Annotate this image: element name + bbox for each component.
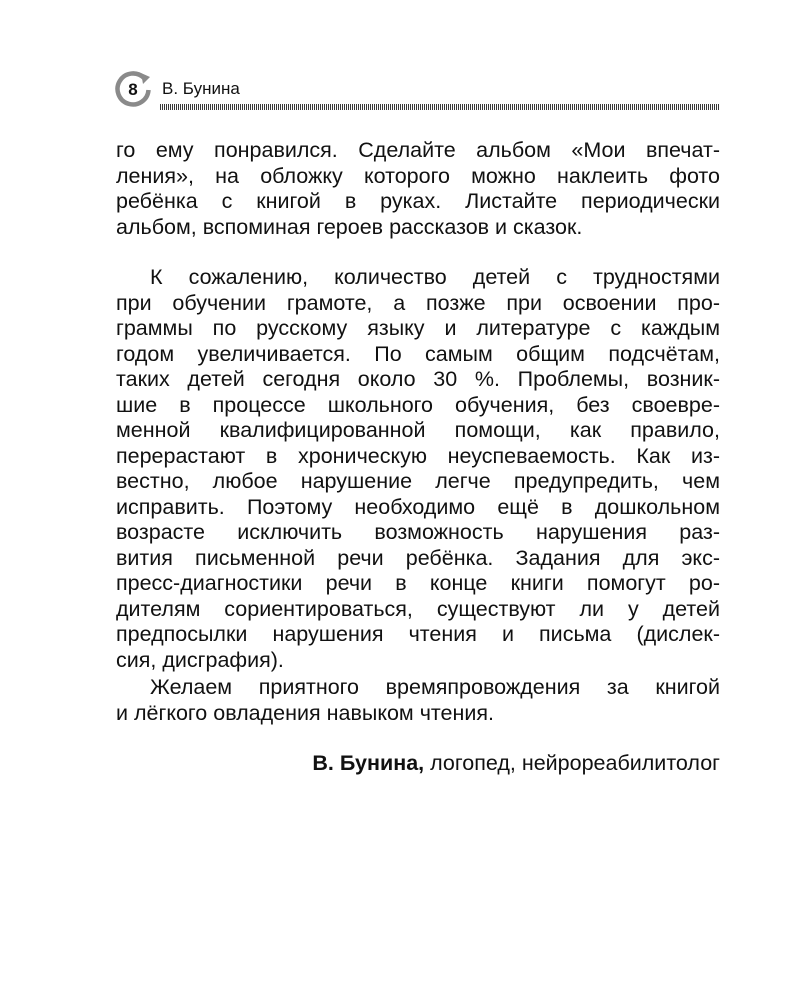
text-line: пресс-диагностики речи в конце книги помогут ро-	[116, 571, 720, 595]
text-line: ления», на обложку которого можно наклеить фото	[116, 163, 720, 188]
header-divider	[160, 104, 720, 110]
text-line: Желаем приятного времяпровождения за книгой	[150, 675, 720, 699]
text-line: вестно, любое нарушение легче предупредить, чем	[116, 469, 720, 493]
text-line: дителям сориентироваться, существуют ли у детей	[116, 596, 720, 621]
text-line: шие в процессе школьного обучения, без своевре-	[116, 392, 720, 417]
text-line: менной квалифицированной помощи, как правило,	[116, 418, 720, 442]
text-line: сия, дисграфия).	[116, 647, 284, 672]
text-line: исправить. Поэтому необходимо ещё в дошкольном	[116, 494, 720, 519]
text-line: К сожалению, количество детей с трудностями	[150, 265, 720, 289]
text-line: альбом, вспоминая героев рассказов и сказок.	[116, 214, 583, 239]
paragraph-difficulties	[116, 265, 720, 673]
signature-name: В. Бунина,	[312, 751, 425, 775]
text-line: вития письменной речи ребёнка. Задания для экс-	[116, 545, 720, 570]
text-line: предпосылки нарушения чтения и письма (дислек-	[116, 622, 720, 646]
text-line: ребёнка с книгой в руках. Листайте периодически	[116, 189, 720, 213]
paragraph-continued	[116, 138, 720, 240]
page-number-badge	[114, 71, 152, 109]
text-line: перерастают в хроническую неуспеваемость. Как из-	[116, 443, 720, 468]
text-line: го ему понравился. Сделайте альбом «Мои впечат-	[116, 138, 720, 162]
page-number: 8	[128, 80, 138, 99]
text-line: граммы по русскому языку и литературе с каждым	[116, 316, 720, 340]
running-head-author: В. Бунина	[162, 79, 240, 98]
text-line: при обучении грамоте, а позже при освоении про-	[116, 290, 720, 315]
author-signature	[312, 750, 720, 776]
page-header	[114, 66, 720, 112]
text-line: годом увеличивается. По самым общим подсчётам,	[116, 341, 720, 366]
text-line: возрасте исключить возможность нарушения раз-	[116, 520, 720, 544]
text-line: таких детей сегодня около 30 %. Проблемы, возник-	[116, 367, 720, 391]
text-line: и лёгкого овладения навыком чтения.	[116, 700, 494, 725]
signature-title: логопед, нейрореабилитолог	[430, 751, 720, 775]
paragraph-wishes	[116, 675, 720, 726]
